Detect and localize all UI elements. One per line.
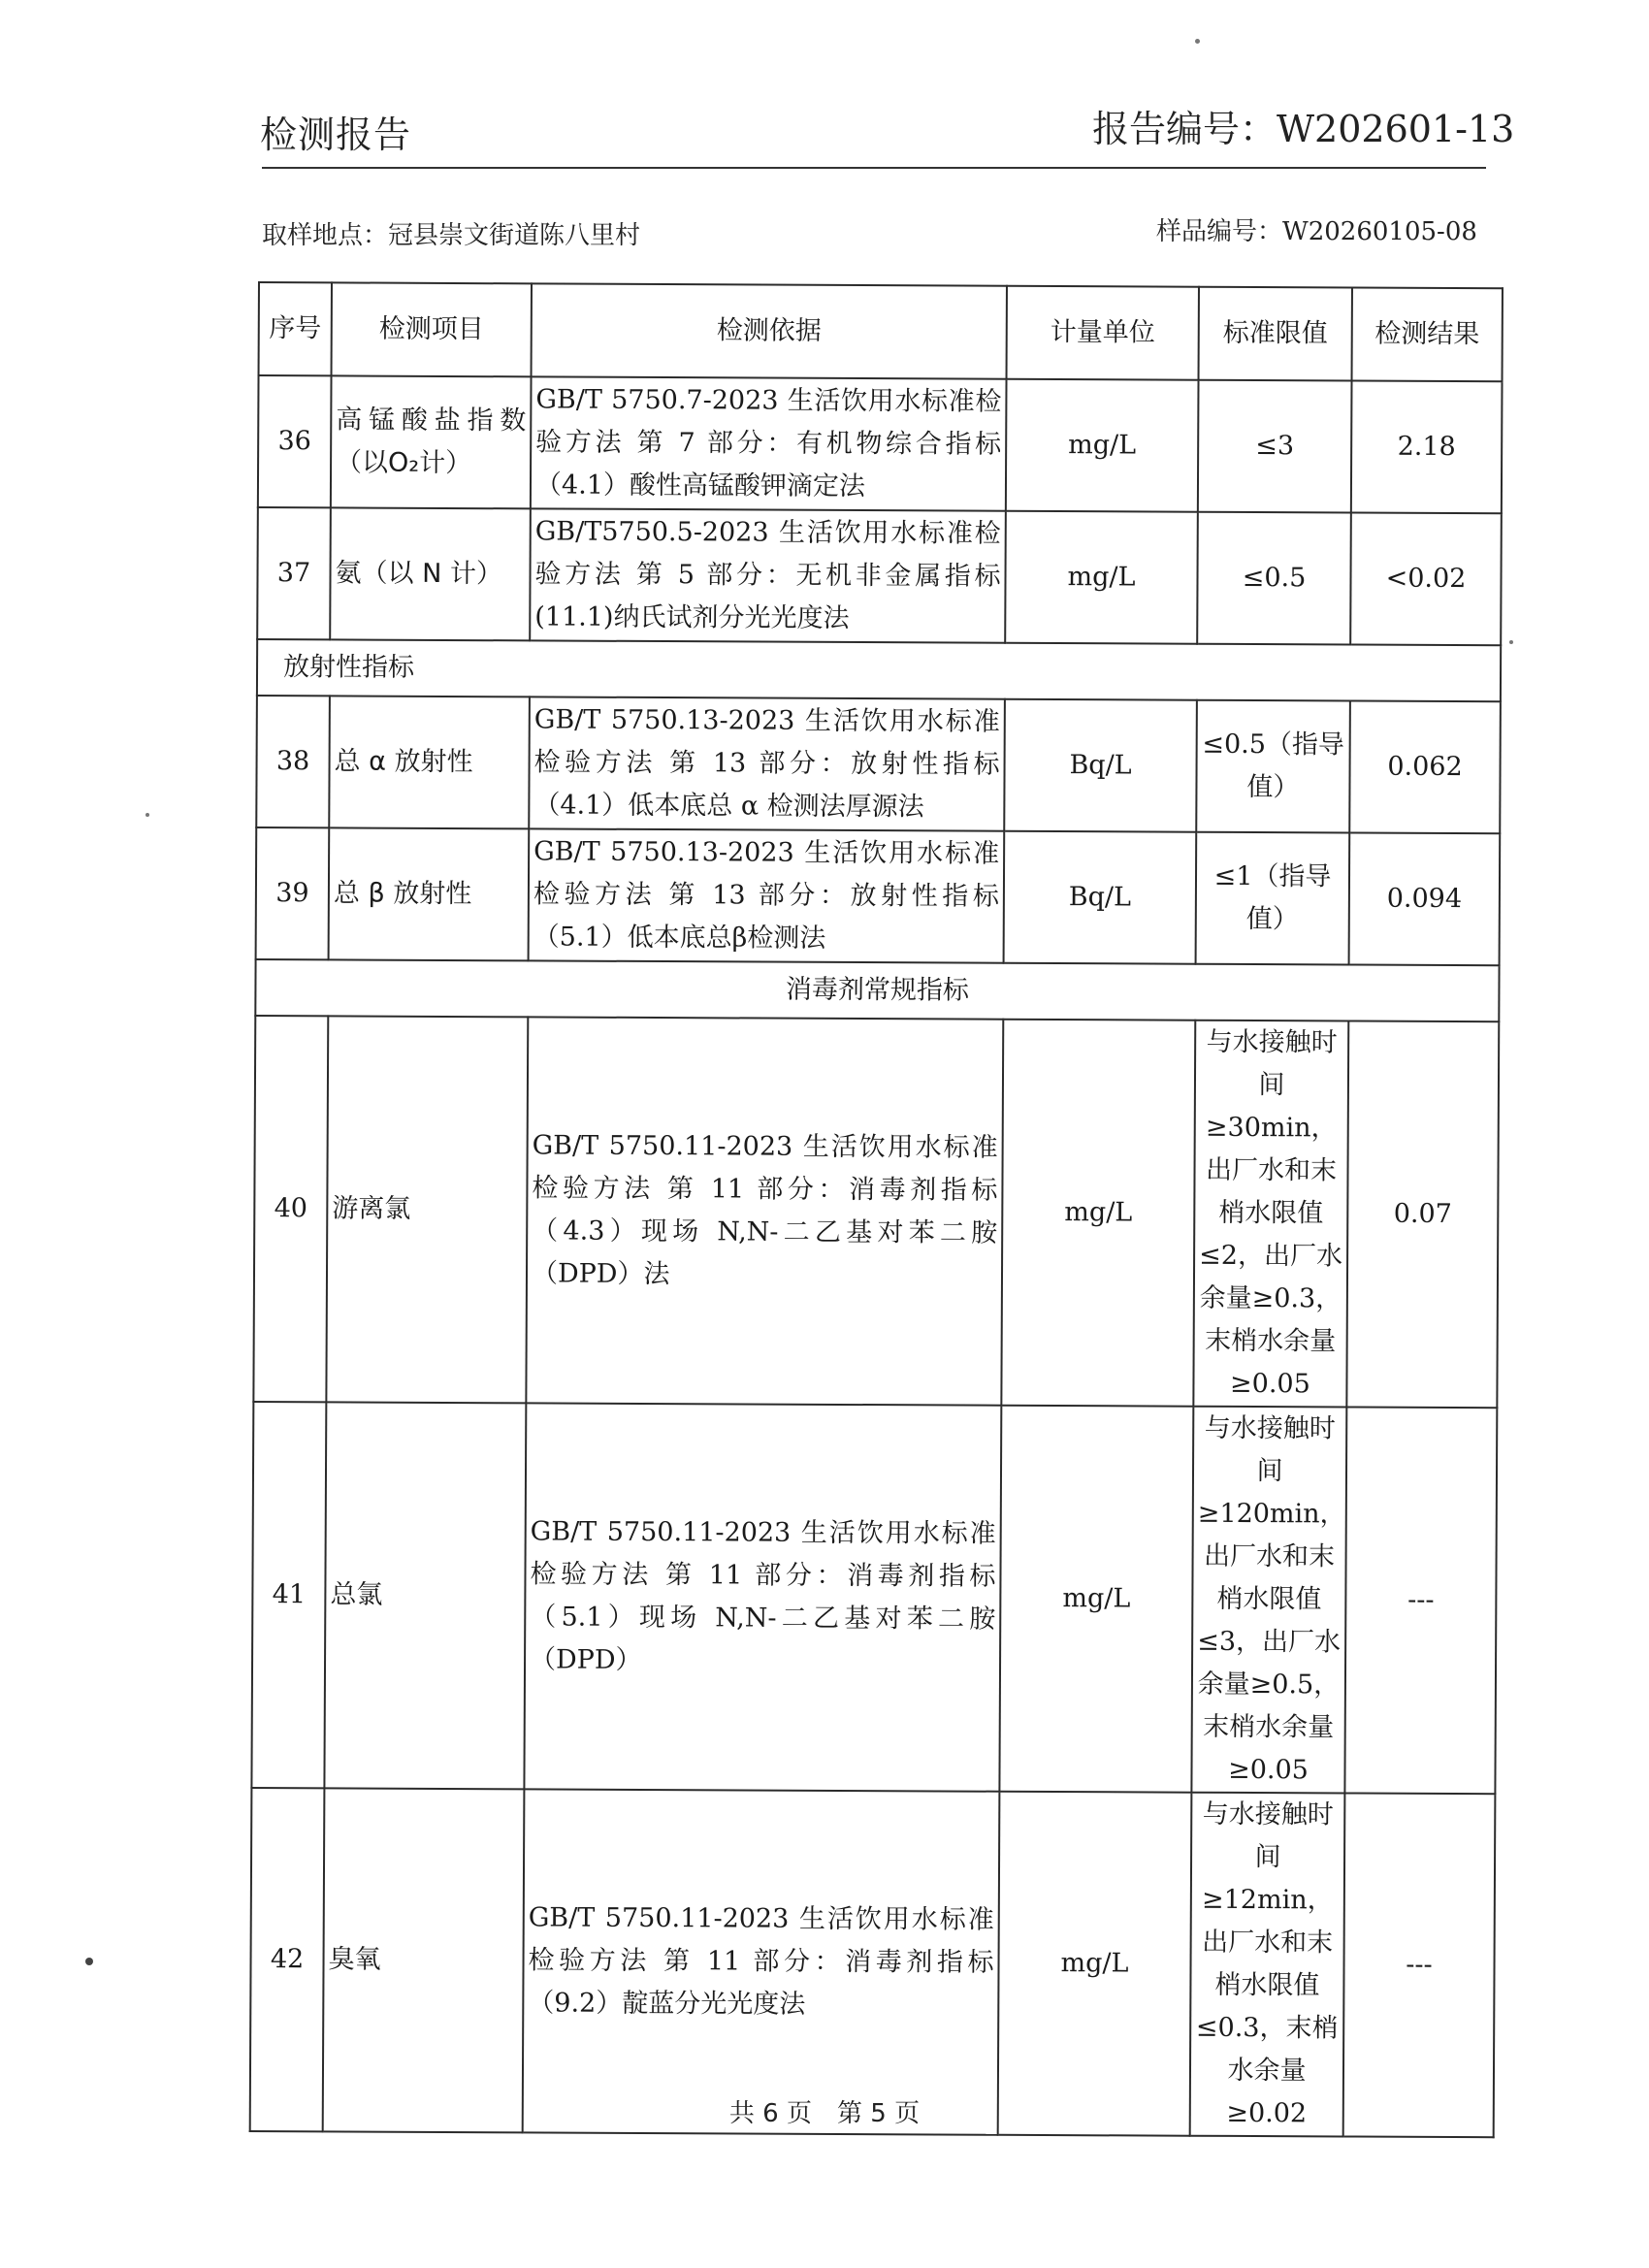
table-header-row — [259, 282, 1503, 381]
row-method: GB/T 5750.7-2023 生活饮用水标准检验方法 第 7 部分：有机物综合指标（4.1）酸性高锰酸钾滴定法 — [531, 376, 1007, 510]
row-unit: mg/L — [1005, 511, 1198, 644]
row-item: 总氯 — [324, 1402, 526, 1789]
row-no: 39 — [256, 827, 330, 959]
row-no: 36 — [258, 375, 332, 507]
report-title: 检测报告 — [260, 113, 412, 156]
sample-number: 样品编号：W20260105-08 — [1156, 217, 1477, 246]
sampling-site: 取样地点：冠县崇文街道陈八里村 — [262, 221, 641, 250]
row-result: 0.062 — [1349, 701, 1501, 834]
row-limit: ≤0.5 — [1197, 512, 1351, 645]
section-radioactive: 放射性指标 — [257, 639, 1501, 701]
row-limit: 与水接触时间≥12min，出厂水和末梢水限值≤0.3，末梢水余量≥0.02 — [1190, 1793, 1345, 2137]
scan-speck — [146, 813, 149, 817]
row-item: 总 α 放射性 — [329, 696, 530, 828]
row-result: --- — [1344, 1407, 1497, 1794]
table-row — [253, 1016, 1499, 1408]
col-header-no: 序号 — [259, 282, 332, 375]
table-row — [257, 507, 1502, 645]
row-item: 氨（以 N 计） — [330, 507, 531, 640]
page-footer: 共 6 页 第 5 页 — [728, 2099, 921, 2128]
row-limit: 与水接触时间≥120min，出厂水和末梢水限值≤3，出厂水余量≥0.5，末梢水余量≥0.05 — [1191, 1407, 1346, 1794]
row-method: GB/T 5750.11-2023 生活饮用水标准检验方法 第 11 部分：消毒剂指标（4.3）现场 N,N-二乙基对苯二胺（DPD）法 — [526, 1017, 1003, 1405]
row-unit: mg/L — [1006, 379, 1199, 512]
row-result: <0.02 — [1350, 513, 1502, 646]
table-row — [256, 827, 1501, 965]
row-limit: ≤0.5（指导值） — [1196, 700, 1350, 833]
section-row — [255, 959, 1499, 1021]
col-header-result: 检测结果 — [1352, 288, 1503, 382]
row-result: 0.07 — [1346, 1021, 1499, 1409]
row-no: 41 — [251, 1402, 326, 1788]
row-method: GB/T5750.5-2023 生活饮用水标准检验方法 第 5 部分：无机非金属指标(11.1)纳氏试剂分光光度法 — [530, 508, 1006, 642]
col-header-limit: 标准限值 — [1199, 287, 1352, 381]
row-method: GB/T 5750.13-2023 生活饮用水标准检验方法 第 13 部分：放射性指标（4.1）低本底总 α 检测法厚源法 — [529, 697, 1005, 830]
row-item: 游离氯 — [326, 1016, 528, 1403]
results-table-wrapper — [249, 281, 1502, 2138]
table-row — [256, 696, 1501, 833]
header-rule — [262, 167, 1486, 169]
table-row — [258, 375, 1503, 513]
row-no: 37 — [257, 507, 331, 639]
section-disinfectant: 消毒剂常规指标 — [255, 959, 1499, 1021]
row-no: 42 — [250, 1788, 325, 2131]
row-limit: 与水接触时间≥30min，出厂水和末梢水限值≤2，出厂水余量≥0.3，末梢水余量≥0.05 — [1193, 1021, 1348, 1408]
row-no: 38 — [256, 696, 330, 827]
scan-speck — [1509, 640, 1513, 644]
col-header-item: 检测项目 — [332, 282, 532, 376]
row-limit: ≤3 — [1198, 380, 1352, 513]
row-unit: Bq/L — [1004, 699, 1197, 832]
row-method: GB/T 5750.13-2023 生活饮用水标准检验方法 第 13 部分：放射性指标（5.1）低本底总β检测法 — [529, 828, 1005, 962]
col-header-unit: 计量单位 — [1007, 286, 1199, 380]
row-limit: ≤1（指导值） — [1196, 832, 1350, 965]
results-table — [249, 281, 1504, 2138]
row-item: 臭氧 — [323, 1788, 525, 2132]
row-no: 40 — [253, 1016, 328, 1402]
section-row — [257, 639, 1501, 701]
row-method: GB/T 5750.11-2023 生活饮用水标准检验方法 第 11 部分：消毒剂指标（9.2）靛蓝分光光度法 — [523, 1789, 1000, 2134]
col-header-method: 检测依据 — [532, 283, 1007, 378]
row-result: 2.18 — [1351, 381, 1503, 514]
row-method: GB/T 5750.11-2023 生活饮用水标准检验方法 第 11 部分：消毒剂指标（5.1）现场 N,N-二乙基对苯二胺（DPD） — [524, 1403, 1001, 1791]
row-result: --- — [1343, 1793, 1496, 2137]
row-unit: mg/L — [998, 1792, 1192, 2136]
row-unit: mg/L — [999, 1406, 1193, 1793]
row-item: 总 β 放射性 — [329, 827, 530, 960]
report-number: 报告编号：W202601-13 — [1092, 108, 1515, 150]
table-row — [250, 1788, 1496, 2137]
scan-speck — [1195, 39, 1200, 44]
scan-speck — [85, 1958, 93, 1965]
row-unit: mg/L — [1001, 1020, 1195, 1407]
row-result: 0.094 — [1349, 833, 1501, 966]
row-unit: Bq/L — [1004, 831, 1197, 964]
row-item: 高锰酸盐指数（以O₂计） — [331, 375, 532, 508]
table-row — [251, 1402, 1497, 1794]
